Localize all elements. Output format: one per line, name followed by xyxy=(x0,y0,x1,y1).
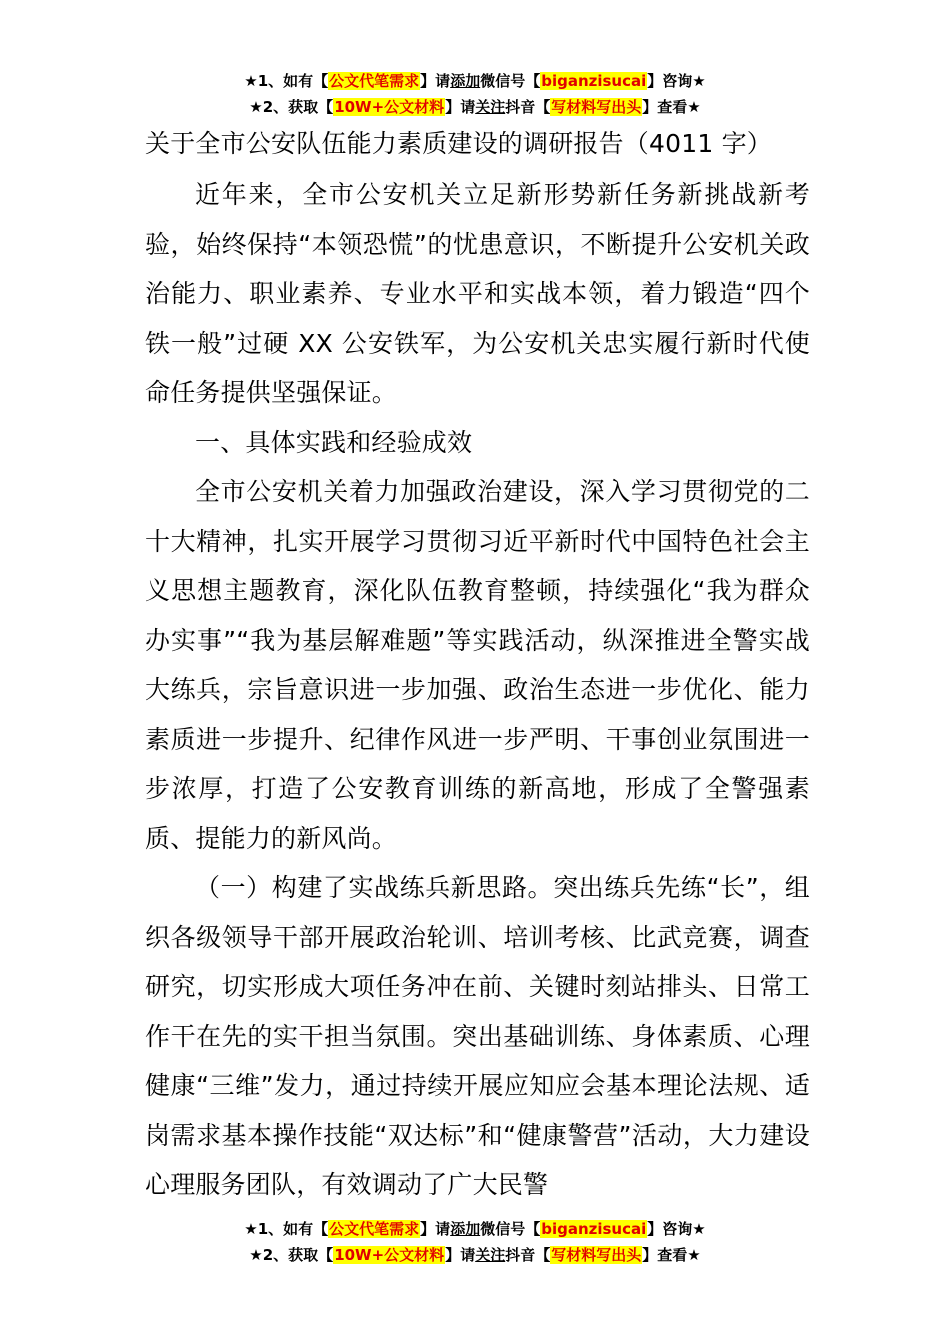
promo-douyin-account: 写材料写出头 xyxy=(551,98,642,116)
intro-paragraph: 近年来，全市公安机关立足新形势新任务新挑战新考验，始终保持“本领恐慌”的忧患意识，不断提升公安机关政治能力、职业素养、专业水平和实战本领，着力锻造“四个铁一般”过硬 XX 公安铁军，为公安机关忠实履行新时代使命任务提供坚强保证。 xyxy=(145,180,810,407)
promo-text: ★1、如有【 xyxy=(244,72,329,90)
promo-text: 】查看★ xyxy=(642,98,701,116)
promo-underlined: 添加 xyxy=(450,1220,481,1238)
promo-line-2 xyxy=(0,1244,950,1270)
promo-text: 】请 xyxy=(420,72,451,90)
promo-line-1 xyxy=(0,70,950,96)
promo-text: ★2、获取【 xyxy=(249,98,334,116)
promo-wechat-id: biganzisucai xyxy=(541,1220,647,1238)
body-paragraph-2: （一）构建了实战练兵新思路。突出练兵先练“长”，组织各级领导干部开展政治轮训、培训考核、比武竞赛，调查研究，切实形成大项任务冲在前、关键时刻站排头、日常工作干在先的实干担当氛围。突出基础训练、身体素质、心理健康“三维”发力，通过持续开展应知应会基本理论法规、适岗需求基本操作技能“双达标”和“健康警营”活动，大力建设心理服务团队，有效调动了广大民警 xyxy=(145,873,810,1199)
promo-line-1 xyxy=(0,1218,950,1244)
promo-text: 微信号【 xyxy=(480,72,541,90)
promo-banner-bottom xyxy=(0,1218,950,1270)
promo-line-2 xyxy=(0,96,950,122)
promo-wechat-id: biganzisucai xyxy=(541,72,647,90)
section-heading: 一、具体实践和经验成效 xyxy=(195,427,473,457)
document-title: 关于全市公安队伍能力素质建设的调研报告（4011 字） xyxy=(145,129,772,158)
promo-text: 】请 xyxy=(445,1246,476,1264)
promo-text: 】咨询★ xyxy=(647,1220,706,1238)
promo-underlined: 关注 xyxy=(475,98,506,116)
promo-text: 】请 xyxy=(445,98,476,116)
promo-highlight: 10W+公文材料 xyxy=(334,98,445,116)
promo-text: 】请 xyxy=(420,1220,451,1238)
promo-text: ★2、获取【 xyxy=(249,1246,334,1264)
promo-text: 】咨询★ xyxy=(647,72,706,90)
body-paragraph-1: 全市公安机关着力加强政治建设，深入学习贯彻党的二十大精神，扎实开展学习贯彻习近平新时代中国特色社会主义思想主题教育，深化队伍教育整顿，持续强化“我为群众办实事”“我为基层解难题”等实践活动，纵深推进全警实战大练兵，宗旨意识进一步加强、政治生态进一步优化、能力素质进一步提升、纪律作风进一步严明、干事创业氛围进一步浓厚，打造了公安教育训练的新高地，形成了全警强素质、提能力的新风尚。 xyxy=(145,477,810,853)
promo-highlight: 公文代笔需求 xyxy=(329,1220,420,1238)
promo-douyin-account: 写材料写出头 xyxy=(551,1246,642,1264)
promo-underlined: 关注 xyxy=(475,1246,506,1264)
promo-highlight: 公文代笔需求 xyxy=(329,72,420,90)
promo-highlight: 10W+公文材料 xyxy=(334,1246,445,1264)
promo-text: ★1、如有【 xyxy=(244,1220,329,1238)
promo-text: 微信号【 xyxy=(480,1220,541,1238)
promo-text: 】查看★ xyxy=(642,1246,701,1264)
promo-banner-top xyxy=(0,70,950,122)
document-body xyxy=(145,128,810,1210)
promo-text: 抖音【 xyxy=(505,1246,551,1264)
promo-underlined: 添加 xyxy=(450,72,481,90)
promo-text: 抖音【 xyxy=(505,98,551,116)
